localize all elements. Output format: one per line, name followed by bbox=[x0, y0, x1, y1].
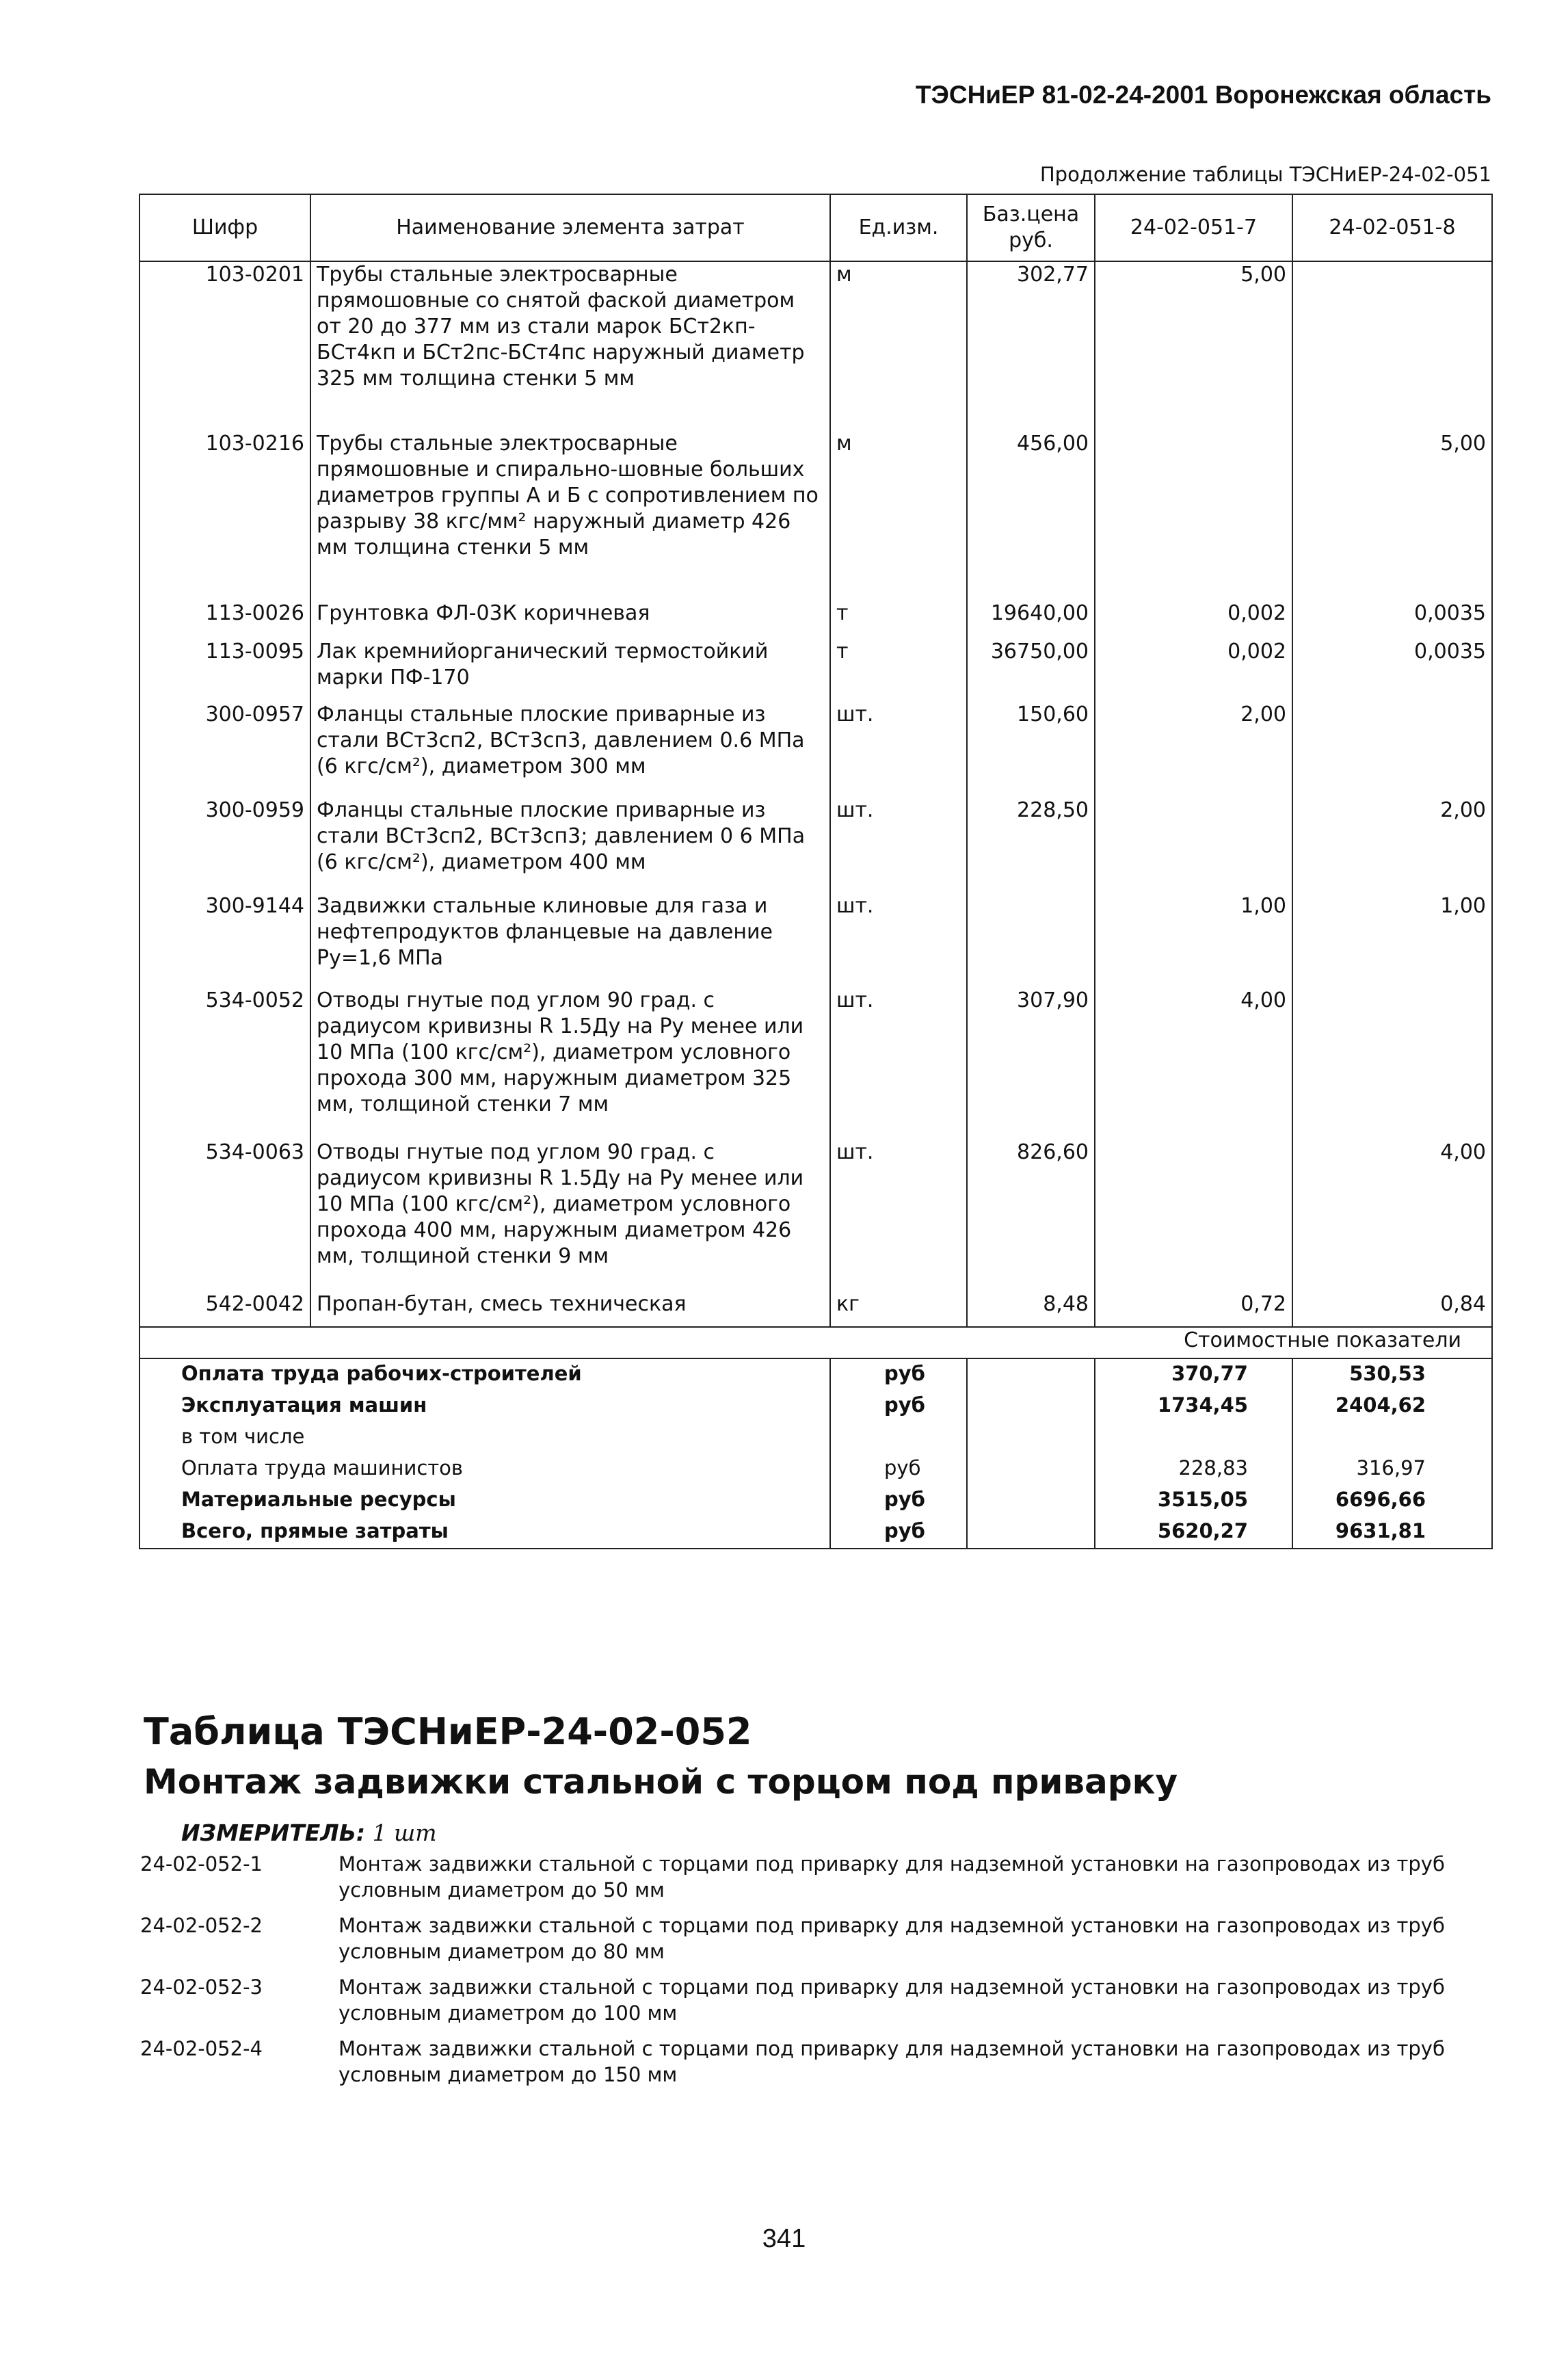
row-value-7: 0,002 bbox=[1095, 639, 1292, 702]
summary-row bbox=[139, 1485, 1492, 1516]
row-value-8 bbox=[1292, 702, 1492, 798]
item-code: 24-02-052-4 bbox=[140, 2037, 263, 2060]
summary-unit: руб bbox=[830, 1516, 967, 1549]
table-row bbox=[139, 601, 1492, 639]
section-table-subtitle: Монтаж задвижки стальной с торцом под приварку bbox=[144, 1762, 1178, 1802]
row-name: Фланцы стальные плоские приварные из стали ВСт3сп2, ВСт3сп3; давлением 0 6 МПа (6 кгс/см²), диаметром 400 мм bbox=[310, 798, 830, 893]
row-code: 113-0026 bbox=[139, 601, 310, 639]
row-unit: м bbox=[830, 431, 967, 601]
row-value-8: 0,0035 bbox=[1292, 639, 1492, 702]
row-code: 534-0063 bbox=[139, 1140, 310, 1291]
row-price: 302,77 bbox=[967, 261, 1095, 431]
summary-value-7: 5620,27 bbox=[1095, 1516, 1292, 1549]
meter-value: 1 шт bbox=[372, 1819, 437, 1846]
item-description: Монтаж задвижки стальной с торцами под приварку для надземной установки на газопроводах из труб условным диаметром до 80 мм bbox=[338, 1914, 1445, 1963]
table-row bbox=[139, 1291, 1492, 1327]
col-header-unit: Ед.изм. bbox=[830, 194, 967, 261]
col-header-name: Наименование элемента затрат bbox=[310, 194, 830, 261]
row-name: Трубы стальные электросварные прямошовные со снятой фаской диаметром от 20 до 377 мм из стали марок БСт2кп-БСт4кп и БСт2пс-БСт4пс наружный диаметр 325 мм толщина стенки 5 мм bbox=[310, 261, 830, 431]
summary-row bbox=[139, 1391, 1492, 1422]
summary-value-8: 530,53 bbox=[1292, 1358, 1492, 1391]
row-price: 8,48 bbox=[967, 1291, 1095, 1327]
row-value-8: 5,00 bbox=[1292, 431, 1492, 601]
row-value-7 bbox=[1095, 431, 1292, 601]
table-row bbox=[139, 639, 1492, 702]
row-price: 228,50 bbox=[967, 798, 1095, 893]
summary-row bbox=[139, 1422, 1492, 1454]
summary-value-8: 6696,66 bbox=[1292, 1485, 1492, 1516]
row-name: Грунтовка ФЛ-03К коричневая bbox=[310, 601, 830, 639]
table-header-row bbox=[139, 194, 1492, 261]
row-unit: шт. bbox=[830, 893, 967, 988]
row-value-8: 2,00 bbox=[1292, 798, 1492, 893]
table-row bbox=[139, 798, 1492, 893]
row-code: 534-0052 bbox=[139, 988, 310, 1140]
resources-table bbox=[139, 194, 1493, 1549]
summary-label: Оплата труда рабочих-строителей bbox=[139, 1358, 830, 1391]
row-unit: шт. bbox=[830, 1140, 967, 1291]
row-name: Трубы стальные электросварные прямошовные и спирально-шовные больших диаметров группы А и Б с сопротивлением по разрыву 38 кгс/мм² наружный диаметр 426 мм толщина стенки 5 мм bbox=[310, 431, 830, 601]
row-price: 36750,00 bbox=[967, 639, 1095, 702]
summary-value-8 bbox=[1292, 1422, 1492, 1454]
row-value-8: 4,00 bbox=[1292, 1140, 1492, 1291]
row-value-7: 2,00 bbox=[1095, 702, 1292, 798]
row-value-7: 1,00 bbox=[1095, 893, 1292, 988]
list-item bbox=[140, 2036, 1480, 2088]
col-header-code: Шифр bbox=[139, 194, 310, 261]
item-description: Монтаж задвижки стальной с торцами под приварку для надземной установки на газопроводах из труб условным диаметром до 50 мм bbox=[338, 1852, 1445, 1902]
row-name: Отводы гнутые под углом 90 град. с радиусом кривизны R 1.5Ду на Ру менее или 10 МПа (100 кгс/см²), диаметром условного прохода 400 мм, наружным диаметром 426 мм, толщиной стенки 9 мм bbox=[310, 1140, 830, 1291]
row-value-7 bbox=[1095, 798, 1292, 893]
row-unit: шт. bbox=[830, 798, 967, 893]
page-number: 341 bbox=[762, 2224, 806, 2253]
list-item bbox=[140, 1851, 1480, 1903]
summary-row bbox=[139, 1358, 1492, 1391]
row-unit: шт. bbox=[830, 702, 967, 798]
summary-label: Оплата труда машинистов bbox=[139, 1454, 830, 1485]
row-name: Отводы гнутые под углом 90 град. с радиусом кривизны R 1.5Ду на Ру менее или 10 МПа (100 кгс/см²), диаметром условного прохода 300 мм, наружным диаметром 325 мм, толщиной стенки 7 мм bbox=[310, 988, 830, 1140]
list-item bbox=[140, 1912, 1480, 1964]
summary-value-7: 1734,45 bbox=[1095, 1391, 1292, 1422]
table-row bbox=[139, 702, 1492, 798]
row-price: 19640,00 bbox=[967, 601, 1095, 639]
row-name: Фланцы стальные плоские приварные из стали ВСт3сп2, ВСт3сп3, давлением 0.6 МПа (6 кгс/см²), диаметром 300 мм bbox=[310, 702, 830, 798]
row-value-7 bbox=[1095, 1140, 1292, 1291]
item-description: Монтаж задвижки стальной с торцами под приварку для надземной установки на газопроводах из труб условным диаметром до 150 мм bbox=[338, 2037, 1445, 2086]
page-header-title: ТЭСНиЕР 81-02-24-2001 Воронежская область bbox=[915, 81, 1491, 109]
row-price: 307,90 bbox=[967, 988, 1095, 1140]
meter-line bbox=[181, 1819, 437, 1846]
row-value-7: 5,00 bbox=[1095, 261, 1292, 431]
summary-unit: руб bbox=[830, 1485, 967, 1516]
row-unit: т bbox=[830, 639, 967, 702]
row-name: Пропан-бутан, смесь техническая bbox=[310, 1291, 830, 1327]
summary-label: Всего, прямые затраты bbox=[139, 1516, 830, 1549]
summary-value-7: 228,83 bbox=[1095, 1454, 1292, 1485]
row-code: 300-0959 bbox=[139, 798, 310, 893]
item-code: 24-02-052-3 bbox=[140, 1975, 263, 1999]
item-code: 24-02-052-2 bbox=[140, 1914, 263, 1937]
list-item bbox=[140, 1974, 1480, 2026]
summary-value-8: 316,97 bbox=[1292, 1454, 1492, 1485]
row-value-8: 1,00 bbox=[1292, 893, 1492, 988]
summary-unit: руб bbox=[830, 1358, 967, 1391]
summary-label: Материальные ресурсы bbox=[139, 1485, 830, 1516]
table-row bbox=[139, 261, 1492, 431]
col-header-price: Баз.цена руб. bbox=[967, 194, 1095, 261]
summary-value-7: 370,77 bbox=[1095, 1358, 1292, 1391]
row-unit: кг bbox=[830, 1291, 967, 1327]
table-continuation-caption: Продолжение таблицы ТЭСНиЕР-24-02-051 bbox=[1039, 163, 1491, 186]
summary-label: в том числе bbox=[139, 1422, 830, 1454]
row-price bbox=[967, 893, 1095, 988]
summary-row bbox=[139, 1454, 1492, 1485]
row-unit: м bbox=[830, 261, 967, 431]
summary-unit: руб bbox=[830, 1391, 967, 1422]
cost-indicators-label: Стоимостные показатели bbox=[139, 1327, 1492, 1358]
summary-value-8: 2404,62 bbox=[1292, 1391, 1492, 1422]
col-header-24-02-051-8: 24-02-051-8 bbox=[1292, 194, 1492, 261]
row-name: Задвижки стальные клиновые для газа и нефтепродуктов фланцевые на давление Ру=1,6 МПа bbox=[310, 893, 830, 988]
work-items-list bbox=[140, 1851, 1480, 2097]
table-row bbox=[139, 988, 1492, 1140]
row-value-8 bbox=[1292, 261, 1492, 431]
row-code: 300-9144 bbox=[139, 893, 310, 988]
summary-label: Эксплуатация машин bbox=[139, 1391, 830, 1422]
row-code: 103-0216 bbox=[139, 431, 310, 601]
summary-value-7: 3515,05 bbox=[1095, 1485, 1292, 1516]
row-price: 826,60 bbox=[967, 1140, 1095, 1291]
row-value-7: 4,00 bbox=[1095, 988, 1292, 1140]
col-header-24-02-051-7: 24-02-051-7 bbox=[1095, 194, 1292, 261]
row-value-7: 0,72 bbox=[1095, 1291, 1292, 1327]
row-value-8: 0,0035 bbox=[1292, 601, 1492, 639]
cost-indicators-row bbox=[139, 1327, 1492, 1358]
item-code: 24-02-052-1 bbox=[140, 1852, 263, 1876]
row-name: Лак кремнийорганический термостойкий марки ПФ-170 bbox=[310, 639, 830, 702]
table-row bbox=[139, 431, 1492, 601]
row-code: 542-0042 bbox=[139, 1291, 310, 1327]
summary-value-8: 9631,81 bbox=[1292, 1516, 1492, 1549]
row-code: 300-0957 bbox=[139, 702, 310, 798]
row-unit: т bbox=[830, 601, 967, 639]
summary-unit: руб bbox=[830, 1454, 967, 1485]
row-code: 103-0201 bbox=[139, 261, 310, 431]
section-table-title: Таблица ТЭСНиЕР-24-02-052 bbox=[144, 1710, 752, 1753]
summary-row bbox=[139, 1516, 1492, 1549]
summary-unit bbox=[830, 1422, 967, 1454]
table-row bbox=[139, 1140, 1492, 1291]
row-value-7: 0,002 bbox=[1095, 601, 1292, 639]
row-code: 113-0095 bbox=[139, 639, 310, 702]
row-value-8: 0,84 bbox=[1292, 1291, 1492, 1327]
row-price: 150,60 bbox=[967, 702, 1095, 798]
meter-label: ИЗМЕРИТЕЛЬ: bbox=[181, 1819, 366, 1846]
item-description: Монтаж задвижки стальной с торцами под приварку для надземной установки на газопроводах из труб условным диаметром до 100 мм bbox=[338, 1975, 1445, 2025]
table-row bbox=[139, 893, 1492, 988]
summary-value-7 bbox=[1095, 1422, 1292, 1454]
row-price: 456,00 bbox=[967, 431, 1095, 601]
row-value-8 bbox=[1292, 988, 1492, 1140]
row-unit: шт. bbox=[830, 988, 967, 1140]
